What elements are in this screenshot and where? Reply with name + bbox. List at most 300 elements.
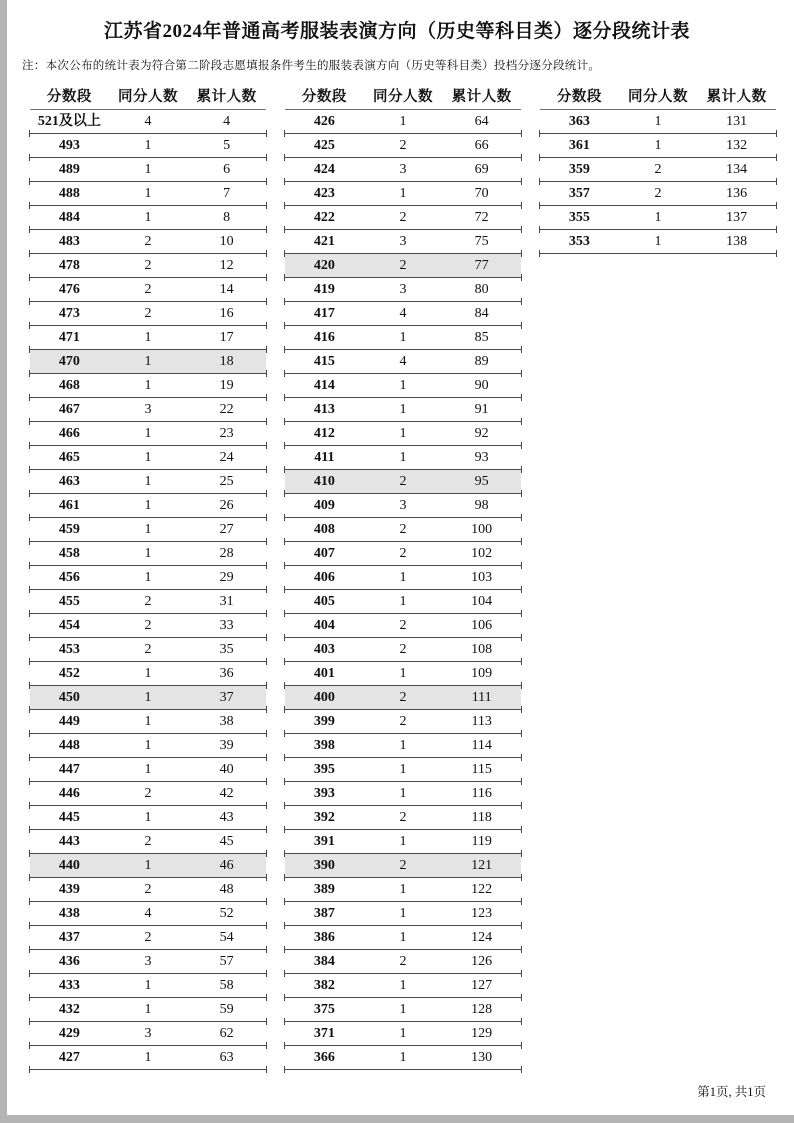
score-cell: 447 [58, 761, 80, 777]
score-cell: 429 [58, 1025, 80, 1041]
score-cell: 489 [58, 161, 80, 177]
table-row [30, 134, 266, 158]
table-row [285, 998, 521, 1022]
table-row [30, 206, 266, 230]
cumulative-cell: 36 [219, 665, 234, 681]
count-cell: 2 [144, 617, 152, 633]
count-cell: 2 [144, 233, 152, 249]
table-row [285, 350, 521, 374]
table-row [285, 830, 521, 854]
cumulative-cell: 58 [219, 977, 234, 993]
score-cell: 448 [58, 737, 80, 753]
table-row [30, 470, 266, 494]
score-cell: 436 [58, 953, 80, 969]
cumulative-cell: 75 [474, 233, 489, 249]
score-cell: 449 [58, 713, 80, 729]
table-row [285, 974, 521, 998]
count-cell: 1 [399, 401, 407, 417]
count-cell: 1 [399, 1049, 407, 1065]
table-row [285, 590, 521, 614]
table-row [285, 206, 521, 230]
count-cell: 2 [399, 257, 407, 273]
cumulative-cell: 24 [219, 449, 234, 465]
cumulative-cell: 92 [474, 425, 489, 441]
table-row [285, 926, 521, 950]
count-cell: 2 [144, 281, 152, 297]
count-cell: 2 [399, 545, 407, 561]
table-row [30, 854, 266, 878]
count-cell: 2 [399, 857, 407, 873]
score-cell: 387 [313, 905, 335, 921]
count-cell: 1 [144, 425, 152, 441]
cumulative-cell: 33 [219, 617, 234, 633]
score-cell: 361 [568, 137, 590, 153]
count-cell: 2 [399, 713, 407, 729]
cumulative-cell: 114 [471, 737, 492, 753]
score-cell: 403 [313, 641, 335, 657]
cumulative-cell: 129 [471, 1025, 493, 1041]
score-cell: 459 [58, 521, 80, 537]
score-cell: 366 [313, 1049, 335, 1065]
cumulative-cell: 122 [471, 881, 493, 897]
cumulative-cell: 103 [471, 569, 493, 585]
table-row [30, 734, 266, 758]
table-row [285, 782, 521, 806]
count-cell: 1 [399, 977, 407, 993]
score-cell: 404 [313, 617, 335, 633]
table-row [30, 182, 266, 206]
score-cell: 455 [58, 593, 80, 609]
score-cell: 427 [58, 1049, 80, 1065]
score-cell: 420 [313, 257, 335, 273]
score-cell: 389 [313, 881, 335, 897]
cumulative-cell: 59 [219, 1001, 234, 1017]
table-row [30, 926, 266, 950]
cumulative-cell: 18 [219, 353, 234, 369]
score-cell: 456 [58, 569, 80, 585]
cumulative-cell: 14 [219, 281, 234, 297]
count-cell: 2 [399, 617, 407, 633]
table-row [30, 254, 266, 278]
count-cell: 2 [144, 929, 152, 945]
page-edge-left [0, 0, 7, 1123]
column-header: 同分人数 [118, 89, 178, 106]
table-row [30, 1022, 266, 1046]
score-cell: 478 [58, 257, 80, 273]
table-row [285, 566, 521, 590]
table-row [285, 254, 521, 278]
cumulative-cell: 130 [471, 1049, 493, 1065]
cumulative-cell: 77 [474, 257, 489, 273]
score-cell: 405 [313, 593, 335, 609]
table-row [30, 566, 266, 590]
score-cell: 357 [568, 185, 590, 201]
count-cell: 1 [399, 881, 407, 897]
score-cell: 393 [313, 785, 335, 801]
table-row [540, 206, 776, 230]
cumulative-cell: 63 [219, 1049, 234, 1065]
score-cell: 375 [313, 1001, 335, 1017]
cumulative-cell: 138 [726, 233, 748, 249]
score-cell: 463 [58, 473, 80, 489]
cumulative-cell: 42 [219, 785, 234, 801]
cumulative-cell: 121 [471, 857, 493, 873]
cumulative-cell: 115 [471, 761, 492, 777]
table-row [30, 974, 266, 998]
score-cell: 411 [314, 449, 335, 465]
count-cell: 4 [144, 905, 152, 921]
cumulative-cell: 98 [474, 497, 489, 513]
cumulative-cell: 23 [219, 425, 234, 441]
score-cell: 443 [58, 833, 80, 849]
count-cell: 1 [399, 785, 407, 801]
table-row [30, 782, 266, 806]
table-row [30, 494, 266, 518]
count-cell: 1 [654, 233, 662, 249]
cumulative-cell: 29 [219, 569, 234, 585]
cumulative-cell: 111 [471, 689, 492, 705]
cumulative-cell: 17 [219, 329, 234, 345]
table-row [285, 398, 521, 422]
cumulative-cell: 69 [474, 161, 489, 177]
count-cell: 2 [399, 953, 407, 969]
table-row [540, 110, 776, 134]
count-cell: 1 [144, 1001, 152, 1017]
page-number: 第1页, 共1页 [697, 1085, 766, 1099]
count-cell: 2 [654, 185, 662, 201]
column-header: 同分人数 [373, 89, 433, 106]
cumulative-cell: 102 [471, 545, 493, 561]
table-row [30, 350, 266, 374]
table-row [30, 374, 266, 398]
score-cell: 493 [58, 137, 80, 153]
score-cell: 432 [58, 1001, 80, 1017]
table-row [30, 998, 266, 1022]
table-row [285, 710, 521, 734]
count-cell: 1 [654, 209, 662, 225]
table-row [30, 662, 266, 686]
count-cell: 1 [399, 329, 407, 345]
cumulative-cell: 25 [219, 473, 234, 489]
table-row [285, 950, 521, 974]
cumulative-cell: 54 [219, 929, 234, 945]
table-row [540, 158, 776, 182]
cumulative-cell: 8 [223, 209, 231, 225]
count-cell: 1 [144, 473, 152, 489]
cumulative-cell: 70 [474, 185, 489, 201]
table-row [540, 230, 776, 254]
count-cell: 1 [399, 905, 407, 921]
count-cell: 2 [399, 473, 407, 489]
table-row [285, 134, 521, 158]
table-row [30, 806, 266, 830]
cumulative-cell: 43 [219, 809, 234, 825]
count-cell: 1 [144, 377, 152, 393]
count-cell: 1 [144, 857, 152, 873]
cumulative-cell: 137 [726, 209, 748, 225]
count-cell: 1 [144, 977, 152, 993]
score-cell: 363 [568, 113, 590, 129]
table-row [30, 830, 266, 854]
score-cell: 465 [58, 449, 80, 465]
column-header: 同分人数 [628, 89, 688, 106]
table-row [285, 278, 521, 302]
count-cell: 1 [399, 1025, 407, 1041]
score-cell: 386 [313, 929, 335, 945]
table-row [30, 878, 266, 902]
table-row [285, 158, 521, 182]
count-cell: 1 [144, 497, 152, 513]
table-row [30, 590, 266, 614]
count-cell: 2 [654, 161, 662, 177]
count-cell: 2 [144, 593, 152, 609]
count-cell: 1 [399, 833, 407, 849]
table-row [30, 446, 266, 470]
table-row [285, 638, 521, 662]
table-row [285, 1046, 521, 1070]
score-cell: 445 [58, 809, 80, 825]
score-cell: 401 [313, 665, 335, 681]
cumulative-cell: 128 [471, 1001, 493, 1017]
table-row [285, 326, 521, 350]
cumulative-cell: 16 [219, 305, 234, 321]
cumulative-cell: 46 [219, 857, 234, 873]
count-cell: 2 [144, 785, 152, 801]
cumulative-cell: 113 [471, 713, 492, 729]
score-table-middle [285, 86, 521, 1070]
cumulative-cell: 136 [726, 185, 748, 201]
table-row [30, 158, 266, 182]
count-cell: 1 [654, 113, 662, 129]
count-cell: 2 [399, 137, 407, 153]
cumulative-cell: 72 [474, 209, 489, 225]
count-cell: 2 [144, 833, 152, 849]
cumulative-cell: 132 [726, 137, 748, 153]
column-header: 分数段 [46, 89, 92, 106]
cumulative-cell: 123 [471, 905, 493, 921]
cumulative-cell: 106 [471, 617, 493, 633]
score-cell: 416 [313, 329, 335, 345]
score-cell: 382 [313, 977, 335, 993]
table-row [285, 734, 521, 758]
table-row [540, 134, 776, 158]
cumulative-cell: 131 [726, 113, 748, 129]
cumulative-cell: 95 [474, 473, 489, 489]
score-cell: 467 [58, 401, 80, 417]
score-cell: 371 [313, 1025, 335, 1041]
table-row [285, 470, 521, 494]
table-header-row [285, 86, 521, 110]
score-cell: 417 [313, 305, 335, 321]
count-cell: 1 [144, 809, 152, 825]
table-row [30, 614, 266, 638]
cumulative-cell: 31 [219, 593, 234, 609]
count-cell: 1 [399, 737, 407, 753]
cumulative-cell: 109 [471, 665, 493, 681]
score-cell: 461 [58, 497, 80, 513]
table-row [30, 518, 266, 542]
table-row [540, 182, 776, 206]
score-cell: 488 [58, 185, 80, 201]
score-cell: 391 [313, 833, 335, 849]
cumulative-cell: 93 [474, 449, 489, 465]
table-row [30, 302, 266, 326]
table-row [30, 902, 266, 926]
column-header: 分数段 [556, 89, 602, 106]
score-cell: 468 [58, 377, 80, 393]
count-cell: 1 [399, 761, 407, 777]
table-row [285, 422, 521, 446]
score-table-left [30, 86, 266, 1070]
score-table-right [540, 86, 776, 254]
cumulative-cell: 66 [474, 137, 489, 153]
count-cell: 1 [399, 377, 407, 393]
cumulative-cell: 27 [219, 521, 234, 537]
count-cell: 3 [399, 281, 407, 297]
count-cell: 1 [144, 521, 152, 537]
cumulative-cell: 91 [474, 401, 489, 417]
score-cell: 476 [58, 281, 80, 297]
cumulative-cell: 22 [219, 401, 234, 417]
cumulative-cell: 12 [219, 257, 234, 273]
table-row [285, 374, 521, 398]
table-row [285, 182, 521, 206]
cumulative-cell: 127 [471, 977, 493, 993]
count-cell: 2 [144, 257, 152, 273]
cumulative-cell: 85 [474, 329, 489, 345]
count-cell: 2 [399, 689, 407, 705]
tables-container [30, 86, 776, 1070]
count-cell: 3 [399, 233, 407, 249]
count-cell: 1 [144, 161, 152, 177]
cumulative-cell: 48 [219, 881, 234, 897]
score-cell: 440 [58, 857, 80, 873]
page-title: 江苏省2024年普通高考服装表演方向（历史等科目类）逐分段统计表 [103, 21, 690, 42]
score-cell: 390 [313, 857, 335, 873]
count-cell: 1 [144, 137, 152, 153]
column-header: 累计人数 [706, 89, 767, 106]
count-cell: 4 [399, 305, 407, 321]
count-cell: 3 [144, 1025, 152, 1041]
column-header: 累计人数 [196, 89, 257, 106]
score-cell: 415 [313, 353, 335, 369]
score-cell: 353 [568, 233, 590, 249]
cumulative-cell: 5 [223, 137, 231, 153]
score-cell: 521及以上 [37, 113, 101, 129]
cumulative-cell: 118 [471, 809, 492, 825]
cumulative-cell: 40 [219, 761, 234, 777]
score-cell: 409 [313, 497, 335, 513]
count-cell: 1 [399, 665, 407, 681]
score-cell: 437 [58, 929, 80, 945]
count-cell: 1 [399, 929, 407, 945]
table-row [285, 110, 521, 134]
score-cell: 426 [313, 113, 335, 129]
score-cell: 410 [313, 473, 335, 489]
count-cell: 3 [399, 161, 407, 177]
count-cell: 1 [654, 137, 662, 153]
cumulative-cell: 124 [471, 929, 493, 945]
score-cell: 483 [58, 233, 80, 249]
cumulative-cell: 90 [474, 377, 489, 393]
score-cell: 484 [58, 209, 80, 225]
score-cell: 400 [313, 689, 335, 705]
score-cell: 454 [58, 617, 80, 633]
count-cell: 1 [399, 425, 407, 441]
score-cell: 399 [313, 713, 335, 729]
table-row [30, 422, 266, 446]
table-row [30, 398, 266, 422]
note-text: 注：本次公布的统计表为符合第二阶段志愿填报条件考生的服装表演方向（历史等科目类）投档分逐分段统计。 [22, 60, 601, 72]
score-cell: 413 [313, 401, 335, 417]
count-cell: 2 [399, 641, 407, 657]
page-edge-bottom [0, 1115, 794, 1123]
cumulative-cell: 10 [219, 233, 234, 249]
cumulative-cell: 116 [471, 785, 492, 801]
score-cell: 421 [313, 233, 335, 249]
table-header-row [30, 86, 266, 110]
table-row [285, 902, 521, 926]
score-cell: 392 [313, 809, 335, 825]
score-cell: 355 [568, 209, 590, 225]
score-cell: 414 [313, 377, 335, 393]
cumulative-cell: 7 [223, 185, 231, 201]
score-cell: 458 [58, 545, 80, 561]
cumulative-cell: 64 [474, 113, 489, 129]
cumulative-cell: 45 [219, 833, 234, 849]
count-cell: 3 [399, 497, 407, 513]
table-row [30, 1046, 266, 1070]
cumulative-cell: 84 [474, 305, 489, 321]
count-cell: 1 [144, 545, 152, 561]
count-cell: 1 [399, 449, 407, 465]
count-cell: 1 [399, 569, 407, 585]
table-row [285, 878, 521, 902]
cumulative-cell: 4 [223, 113, 231, 129]
count-cell: 1 [144, 1049, 152, 1065]
count-cell: 1 [144, 689, 152, 705]
table-row [285, 1022, 521, 1046]
cumulative-cell: 119 [471, 833, 492, 849]
cumulative-cell: 100 [471, 521, 493, 537]
cumulative-cell: 62 [219, 1025, 234, 1041]
score-cell: 407 [313, 545, 335, 561]
count-cell: 1 [144, 185, 152, 201]
table-row [30, 638, 266, 662]
score-cell: 424 [313, 161, 335, 177]
cumulative-cell: 108 [471, 641, 493, 657]
score-cell: 425 [313, 137, 335, 153]
score-cell: 438 [58, 905, 80, 921]
table-row [285, 518, 521, 542]
table-row [285, 686, 521, 710]
score-cell: 453 [58, 641, 80, 657]
column-header: 累计人数 [451, 89, 512, 106]
table-row [30, 686, 266, 710]
count-cell: 1 [144, 353, 152, 369]
score-cell: 450 [58, 689, 80, 705]
score-cell: 473 [58, 305, 80, 321]
cumulative-cell: 52 [219, 905, 234, 921]
table-row [285, 806, 521, 830]
count-cell: 3 [144, 953, 152, 969]
score-cell: 395 [313, 761, 335, 777]
cumulative-cell: 28 [219, 545, 234, 561]
table-row [30, 542, 266, 566]
cumulative-cell: 80 [474, 281, 489, 297]
table-row [30, 710, 266, 734]
cumulative-cell: 134 [726, 161, 748, 177]
